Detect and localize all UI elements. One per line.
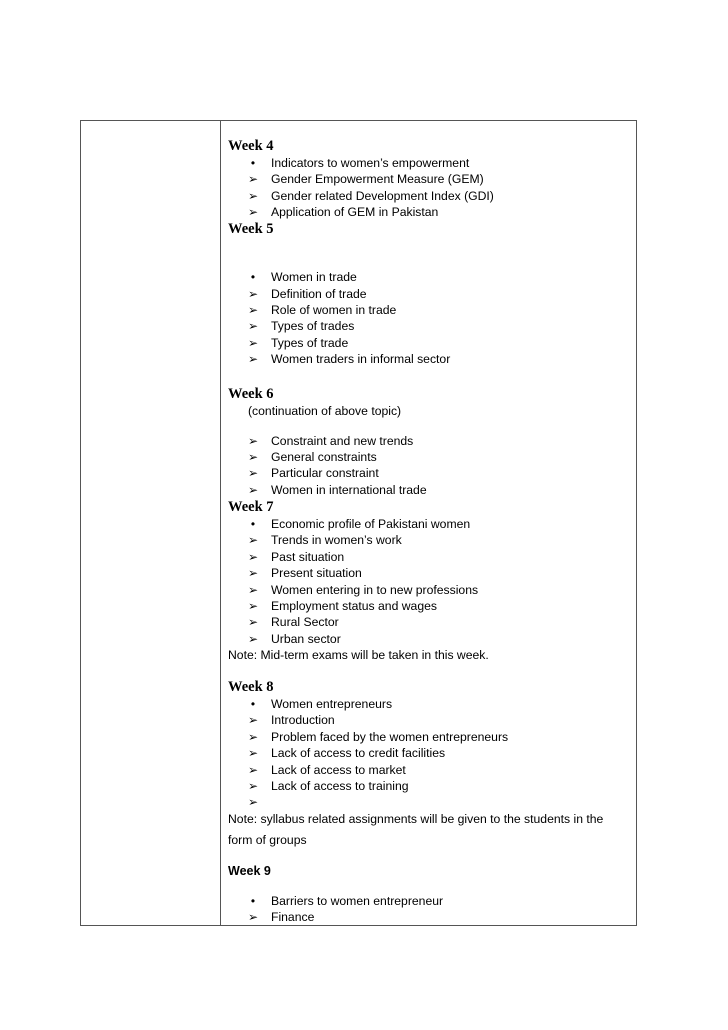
week-5-heading: Week 5 — [228, 221, 274, 237]
week-8-note-line-2: form of groups — [228, 833, 307, 847]
arrow-bullet-icon: ➢ — [247, 779, 259, 793]
arrow-bullet-icon: ➢ — [247, 795, 259, 809]
bullet-icon: • — [250, 894, 256, 908]
arrow-bullet-icon: ➢ — [247, 713, 259, 727]
arrow-bullet-icon: ➢ — [247, 205, 259, 219]
arrow-bullet-icon: ➢ — [247, 189, 259, 203]
week-4-heading: Week 4 — [228, 138, 274, 154]
syllabus-table: Week 4 • Indicators to women’s empowerment ➢ Gender Empowerment Measure (GEM) ➢ Gender related Development Index (GDI) ➢ Application of GEM in Pakistan Week 5 • Women in trade ➢ Definition of trade ➢ Role of women in trade ➢ Types of trades ➢ Types of trade ➢ Women traders in informal sector Week 6 (continuation of above topic) ➢ Constraint and new trends ➢ General constraints ➢ Particular constraint ➢ Women in international trade Week 7 • Economic profile of Pakistani women ➢ Trends in women’s work ➢ Past situation ➢ Present situation ➢ Women entering in to new professions ➢ Employment status and wages ➢ Rural Sector ➢ Urban sector Note: Mid-term exams will be taken in this week. Week 8 • Women entrepreneurs ➢ Introduction ➢ Problem faced by the women entrepreneurs ➢ Lack of access to credit facilities ➢ Lack of access to market ➢ Lack of access to training ➢ Note: syllabus related assignments will be given to the students in the form of groups Week 9 • Barriers to women entrepreneur ➢ Finance — [80, 120, 637, 926]
arrow-bullet-icon: ➢ — [247, 730, 259, 744]
arrow-bullet-icon: ➢ — [247, 583, 259, 597]
arrow-bullet-icon: ➢ — [247, 615, 259, 629]
column-divider — [220, 121, 221, 925]
week-9-heading: Week 9 — [228, 864, 271, 878]
arrow-bullet-icon: ➢ — [247, 910, 259, 924]
arrow-bullet-icon: ➢ — [247, 566, 259, 580]
bullet-icon: • — [250, 697, 256, 711]
arrow-bullet-icon: ➢ — [247, 550, 259, 564]
arrow-bullet-icon: ➢ — [247, 632, 259, 646]
arrow-bullet-icon: ➢ — [247, 746, 259, 760]
arrow-bullet-icon: ➢ — [247, 172, 259, 186]
arrow-bullet-icon: ➢ — [247, 336, 259, 350]
arrow-bullet-icon: ➢ — [247, 319, 259, 333]
week-7-note: Note: Mid-term exams will be taken in this week. — [228, 648, 489, 662]
arrow-bullet-icon: ➢ — [247, 466, 259, 480]
arrow-bullet-icon: ➢ — [247, 763, 259, 777]
week-6-subtitle: (continuation of above topic) — [248, 404, 402, 418]
arrow-bullet-icon: ➢ — [247, 483, 259, 497]
week-8-note-line-1: Note: syllabus related assignments will be given to the students in the — [228, 812, 604, 826]
bullet-icon: • — [250, 517, 256, 531]
week-7-heading: Week 7 — [228, 499, 274, 515]
week-6-heading: Week 6 — [228, 386, 274, 402]
arrow-bullet-icon: ➢ — [247, 450, 259, 464]
arrow-bullet-icon: ➢ — [247, 287, 259, 301]
arrow-bullet-icon: ➢ — [247, 434, 259, 448]
arrow-bullet-icon: ➢ — [247, 352, 259, 366]
arrow-bullet-icon: ➢ — [247, 599, 259, 613]
bullet-icon: • — [250, 270, 256, 284]
arrow-bullet-icon: ➢ — [247, 533, 259, 547]
week-8-heading: Week 8 — [228, 679, 274, 695]
arrow-bullet-icon: ➢ — [247, 303, 259, 317]
bullet-icon: • — [250, 156, 256, 170]
